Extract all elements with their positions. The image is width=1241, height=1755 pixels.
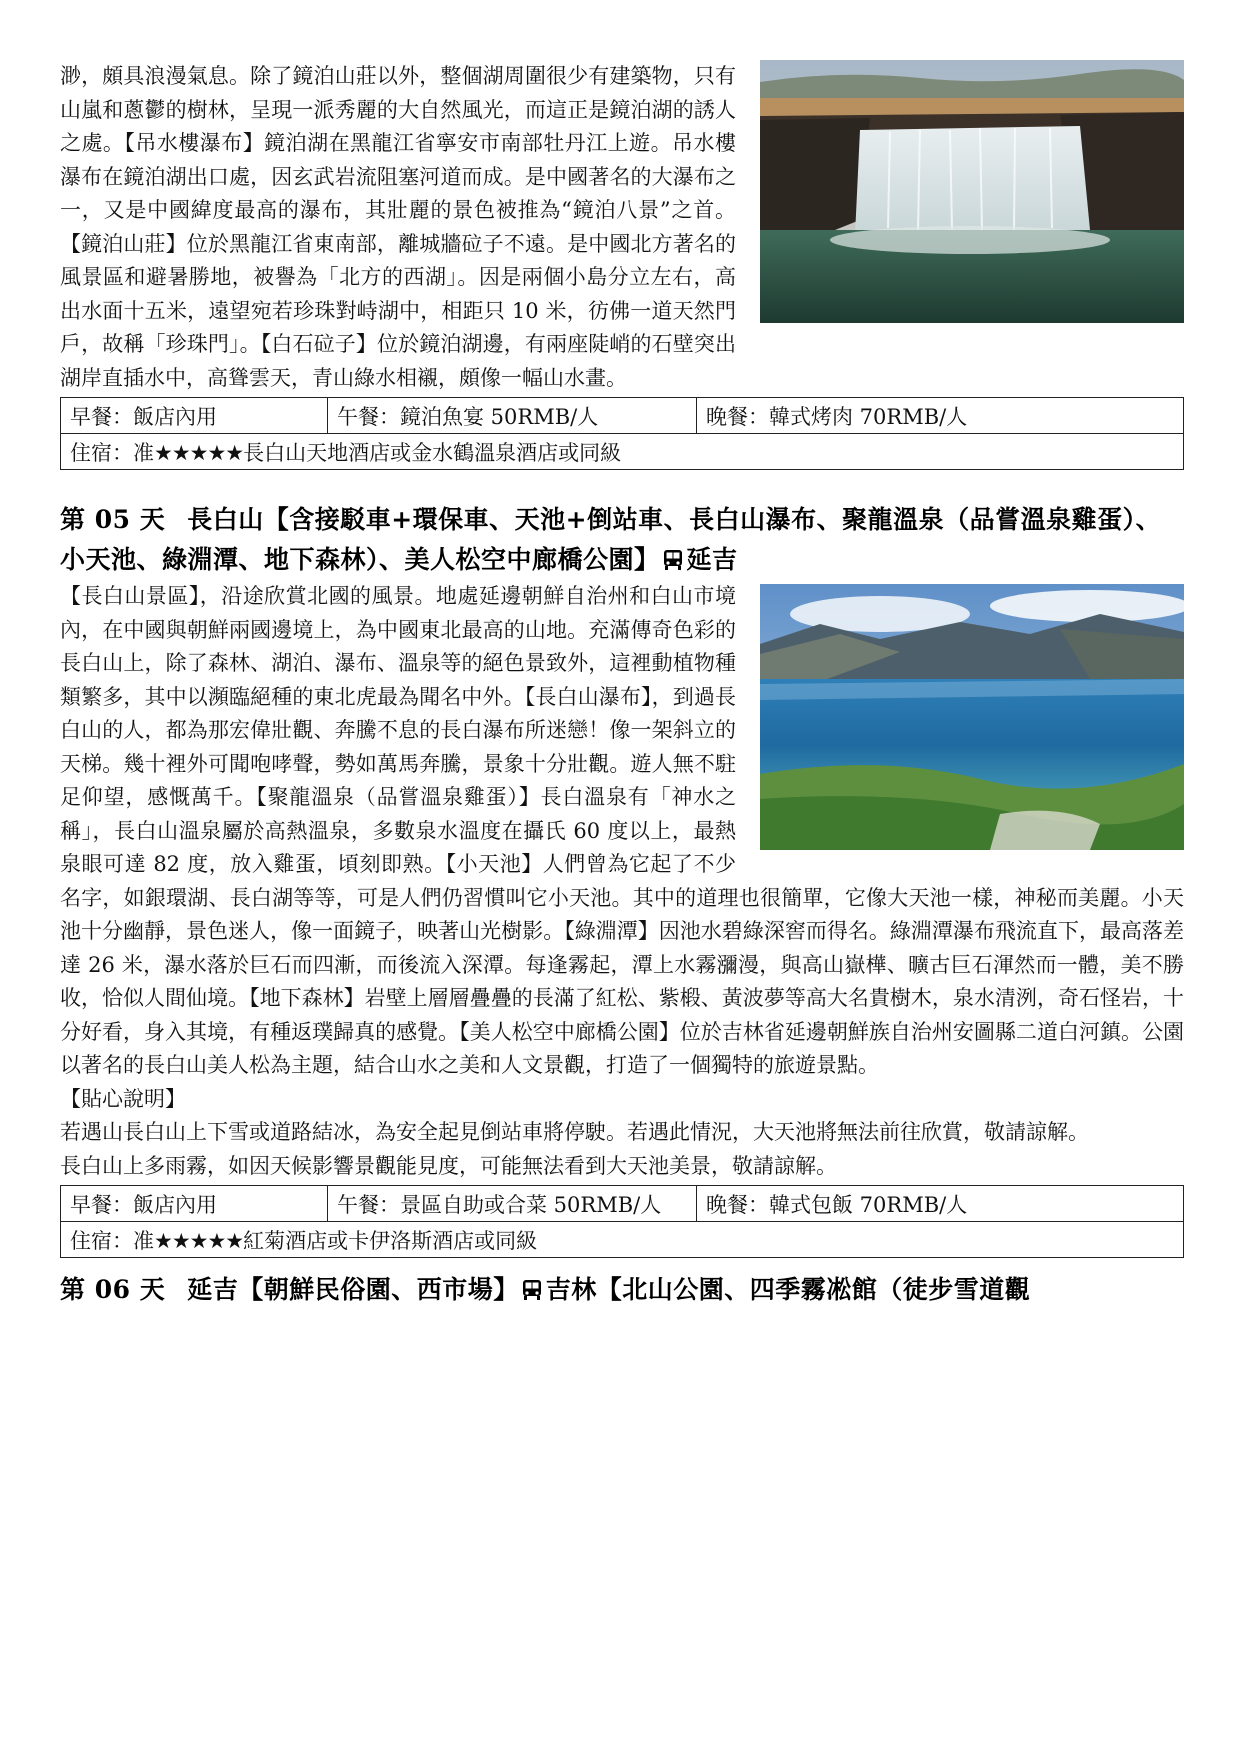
day05-destination: 延吉 xyxy=(686,545,738,574)
day04-meals-table xyxy=(60,397,1184,470)
day05-dinner: 晚餐：韓式包飯 70RMB/人 xyxy=(697,1186,1184,1222)
day06-label: 第 06 天 xyxy=(60,1275,166,1304)
waterfall-image xyxy=(760,60,1184,323)
day05-label: 第 05 天 xyxy=(60,505,166,534)
day04-hotel-prefix: 住宿：准 xyxy=(70,440,154,465)
day04-hotel-stars: ★★★★★ xyxy=(154,440,244,465)
day06-title xyxy=(60,1270,1184,1310)
day05-description: 【長白山景區】，沿途欣賞北國的風景。地處延邊朝鮮自治州和白山市境內，在中國與朝鮮兩國邊境上，為中國東北最高的山地。充滿傳奇色彩的長白山上，除了森林、湖泊、瀑布、溫泉等的絕色景致外，這裡動植物種類繁多，其中以瀕臨絕種的東北虎最為聞名中外。【長白山瀑布】，到過長白山的人，都為那宏偉壯觀、奔騰不息的長白瀑布所迷戀！像一架斜立的天梯。幾十裡外可聞咆哮聲，勢如萬馬奔騰，景象十分壯觀。遊人無不駐足仰望，感慨萬千。【聚龍溫泉（品嘗溫泉雞蛋）】長白溫泉有「神水之稱」，長白山溫泉屬於高熱溫泉，多數泉水溫度在攝氏 60 度以上，最熱泉眼可達 82 度，放入雞蛋，頃刻即熟。【小天池】人們曾為它起了不少名字，如銀環湖、長白湖等等，可是人們仍習慣叫它小天池。其中的道理也很簡單，它像大天池一樣，神秘而美麗。小天池十分幽靜，景色迷人，像一面鏡子，映著山光樹影。【綠淵潭】因池水碧綠深窖而得名。綠淵潭瀑布飛流直下，最高落差達 26 米，瀑水落於巨石而四漸，而後流入深潭。每逢霧起，潭上水霧瀰漫，與高山嶽樺、曠古巨石渾然而一體，美不勝收，恰似人間仙境。【地下森林】岩壁上層層疊疊的長滿了紅松、紫椴、黃波夢等高大名貴樹木，泉水清洌，奇石怪岩，十分好看，身入其境，有種返璞歸真的感覺。【美人松空中廊橋公園】位於吉林省延邊朝鮮族自治州安圖縣二道白河鎮。公園以著名的長白山美人松為主題，結合山水之美和人文景觀，打造了一個獨特的旅遊景點。 xyxy=(60,584,1184,1077)
day04-hotel xyxy=(61,434,1184,470)
day05-hotel-name: 紅菊酒店或卡伊洛斯酒店或同級 xyxy=(243,1228,538,1253)
day05-meals-table xyxy=(60,1185,1184,1258)
day05-section xyxy=(60,500,1184,1258)
lake-photo xyxy=(760,584,1184,850)
day06-title-part2: 吉林【北山公園、四季霧凇館（徒步雪道觀 xyxy=(545,1275,1031,1304)
day05-title xyxy=(60,500,1184,580)
day05-hotel xyxy=(61,1222,1184,1258)
lake-image xyxy=(760,584,1184,850)
day06-section xyxy=(60,1270,1184,1310)
day06-title-part1: 延吉【朝鮮民俗園、西市場】 xyxy=(187,1275,519,1304)
day05-hotel-prefix: 住宿：准 xyxy=(70,1228,154,1253)
day04-lunch: 午餐：鏡泊魚宴 50RMB/人 xyxy=(328,398,697,434)
day05-lunch: 午餐：景區自助或合菜 50RMB/人 xyxy=(328,1186,697,1222)
day05-tips-heading: 【貼心說明】 xyxy=(60,1086,186,1111)
waterfall-photo xyxy=(760,60,1184,323)
day04-dinner: 晚餐：韓式烤肉 70RMB/人 xyxy=(697,398,1184,434)
day05-tip-snow: 若遇山長白山上下雪或道路結冰，為安全起見倒站車將停駛。若遇此情況，大天池將無法前往欣賞，敬請諒解。 xyxy=(60,1120,1089,1144)
day04-description: 渺，頗具浪漫氣息。除了鏡泊山莊以外，整個湖周圍很少有建築物，只有山嵐和蔥鬱的樹林，呈現一派秀麗的大自然風光，而這正是鏡泊湖的誘人之處。【吊水樓瀑布】鏡泊湖在黑龍江省寧安市南部牡丹江上遊。吊水樓瀑布在鏡泊湖出口處，因玄武岩流阻塞河道而成。是中國著名的大瀑布之一，又是中國緯度最高的瀑布，其壯麗的景色被推為“鏡泊八景”之首。【鏡泊山莊】位於黑龍江省東南部，離城牆砬子不遠。是中國北方著名的風景區和避暑勝地，被譽為「北方的西湖」。因是兩個小島分立左右，高出水面十五米，遠望宛若珍珠對峙湖中，相距只 10 米，彷佛一道天然門戶，故稱「珍珠門」。【白石砬子】位於鏡泊湖邊，有兩座陡峭的石壁突出湖岸直插水中，高聳雲天，青山綠水相襯，頗像一幅山水畫。 xyxy=(60,64,736,390)
day05-title-text: 長白山【含接駁車+環保車、天池+倒站車、長白山瀑布、聚龍溫泉（品嘗溫泉雞蛋）、小天池、綠淵潭、地下森林）、美人松空中廊橋公園】 xyxy=(60,505,1162,574)
bus-icon xyxy=(663,549,683,571)
bus-icon xyxy=(522,1279,542,1301)
page xyxy=(60,60,1184,1310)
day05-hotel-stars: ★★★★★ xyxy=(154,1228,244,1253)
day04-section xyxy=(60,60,1184,470)
day05-breakfast: 早餐：飯店內用 xyxy=(61,1186,328,1222)
day04-breakfast: 早餐：飯店內用 xyxy=(61,398,328,434)
day04-hotel-name: 長白山天地酒店或金水鶴溫泉酒店或同級 xyxy=(243,440,622,465)
day05-tip-fog: 長白山上多雨霧，如因天候影響景觀能見度，可能無法看到大天池美景，敬請諒解。 xyxy=(60,1153,837,1178)
